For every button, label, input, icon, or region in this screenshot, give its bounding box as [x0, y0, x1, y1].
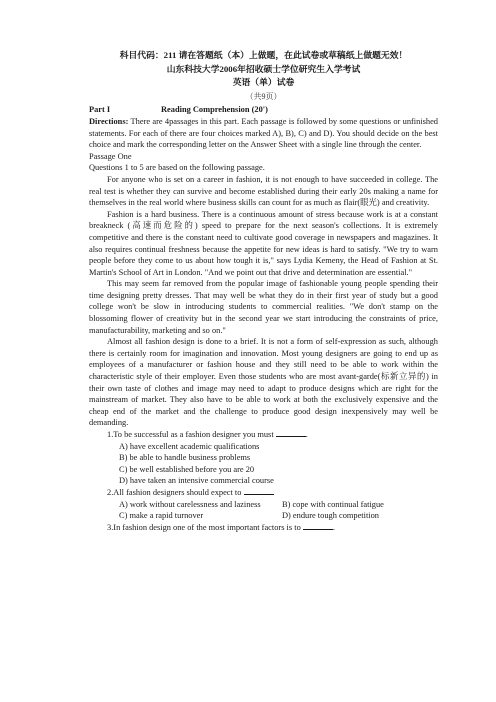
option: D) endure tough competition	[282, 511, 379, 521]
option: C) be well established before you are 20	[119, 464, 255, 474]
option: B) cope with continual fatigue	[282, 499, 384, 509]
question-1: 1.To be successful as a fashion designer you must .	[107, 430, 308, 439]
passage-paragraph: For anyone who is set on a career in fashion, it is not enough to have succeeded in college. The real test is whether they can survive and become established during their early 20s making a name for themselves in the real world where business skills can count for as much as flair(眼光) and creativity.	[89, 174, 438, 208]
directions-label: Directions:	[89, 116, 129, 126]
passage-intro: Questions 1 to 5 are based on the following passage.	[89, 163, 265, 173]
passage-paragraph: Almost all fashion design is done to a brief. It is not a form of self-expression as such, although there is certainly room for imagination and innovation. Most young designers are going to end up as employees of a manufacturer or fashion house and they still need to be able to work within the characteristic style of their employer. Even those students who are most avant-garde(标新立异的) in their own taste of clothes and image may need to adapt to produce designs which are right for the mainstream of market. They also have to be able to work at both the exclusively expensive and the cheap end of the market and the challenge to produce good design inexpensively may well be demanding.	[89, 337, 438, 428]
question-3: 3.In fashion design one of the most important factors is to .	[107, 522, 335, 532]
answer-blank	[244, 487, 274, 495]
part-label: Part I	[89, 105, 111, 115]
passage-paragraph: Fashion is a hard business. There is a continuous amount of stress because work is at a constant breakneck (高速而危险的) speed to prepare for the next season's collections. It is extremely competitive and there is the constant need to cultivate good coverage in newspapers and magazines. It also requires continual freshness because the appetite for new ideas is hard to satisfy. "We try to warn people before they come to us about how tough it is," says Lydia Kemeny, the Head of Fashion at St. Martin's School of Art in London. "And we point out that drive and determination are essential."	[89, 209, 438, 277]
answer-blank	[303, 522, 333, 530]
part-heading	[89, 104, 438, 116]
option-row	[89, 510, 438, 522]
question-stem: 2.All fashion designers should expect to	[107, 487, 244, 497]
question-stem: 3.In fashion design one of the most important factors is to	[107, 522, 303, 532]
passage-paragraph: This may seem far removed from the popular image of fashionable young people spending their time designing pretty dresses. That may well be what they do in their first year of study but a good college won't be slow in introducing students to commercial realities. "We don't stamp on the blossoming flower of creativity but in the second year we start introducing the constraints of price, manufacturability, marketing and so on."	[89, 279, 438, 335]
part-title: Reading Comprehension (20')	[161, 105, 268, 115]
option: D) have taken an intensive commercial course	[119, 476, 274, 486]
option: B) be able to handle business problems	[119, 453, 251, 463]
passage-title: Passage One	[89, 151, 132, 161]
option: C) make a rapid turnover	[119, 511, 204, 521]
directions	[89, 116, 438, 151]
page-count: （共9页）	[245, 91, 282, 101]
answer-blank	[276, 429, 306, 437]
university-exam-title: 山东科技大学2006年招收硕士学位研究生入学考试	[166, 63, 361, 74]
question-stem: 1.To be successful as a fashion designer you must	[107, 430, 276, 439]
paper-title: 英语（单）试卷	[232, 77, 295, 88]
subject-code-header: 科目代码：211 请在答题纸（本）上做题，在此试卷或草稿纸上做题无效！	[119, 50, 408, 60]
option-row	[89, 499, 438, 511]
question-2	[89, 487, 438, 499]
option: A) work without carelessness and laziness	[119, 499, 261, 509]
option: A) have excellent academic qualifications	[119, 441, 260, 451]
directions-text: There are 4passages in this part. Each passage is followed by some questions or unfinished statements. For each of there are four choices marked A), B), C) and D). You should decide on the best choice and mark the corresponding letter on the Answer Sheet with a single line through the center.	[89, 116, 438, 150]
